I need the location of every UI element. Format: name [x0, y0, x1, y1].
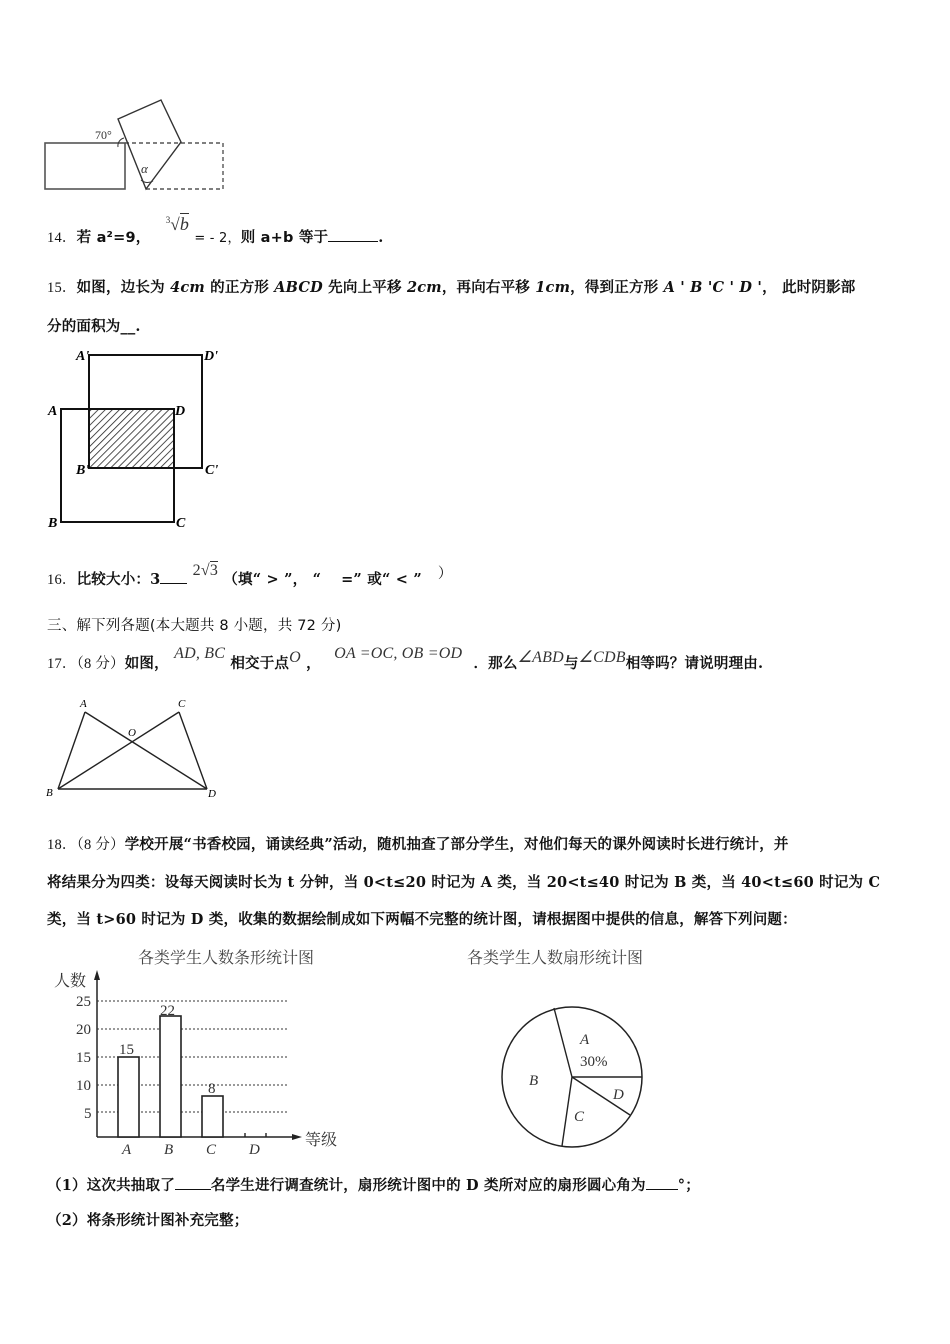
q16-sep: ， [292, 571, 308, 588]
label-a: A [48, 404, 58, 419]
question-18-line2: 将结果分为四类：设每天阅读时长为 t 分钟，当 0<t≤20 时记为 A 类，当 20<t≤40 时记为 B 类，当 40<t≤60 时记为 C [47, 874, 881, 891]
answer-blank [646, 1177, 678, 1190]
bar-chart-title: 各类学生人数条形统计图 [138, 950, 315, 967]
q17-text: 相等吗？请说明理由. [625, 655, 764, 672]
answer-blank [328, 229, 378, 242]
q17-math-angle-cdb: ∠CDB [578, 649, 626, 666]
q16-option-lt: “ < ” [381, 571, 422, 588]
x-tick-d: D [249, 1142, 260, 1158]
q17-text: ．那么 [473, 655, 518, 672]
q15-up: 2cm [406, 279, 442, 296]
y-axis-label: 人数 [54, 973, 87, 990]
q17-figure [40, 690, 240, 810]
q17-math-angle-abd: ∠ABD [517, 649, 564, 666]
x-tick-a: A [122, 1142, 132, 1158]
q16-right-value: 2√3 [192, 562, 219, 579]
q17-text: 相交于点 [230, 655, 290, 672]
q13-figure [40, 90, 240, 200]
q17-math-equal-segments: OA =OC, OB =OD [334, 645, 463, 662]
section-heading: 三、解下列各题(本大题共 8 小题，共 72 分) [47, 618, 342, 634]
q18-subquestion-2: （2）将条形统计图补充完整； [47, 1212, 249, 1229]
y-tick: 5 [84, 1106, 92, 1122]
bar-a-value: 15 [119, 1042, 134, 1058]
q14-period: . [378, 229, 384, 246]
q14-number: 14． [47, 230, 77, 246]
label-b: B [46, 787, 53, 799]
q17-text: 与 [563, 655, 579, 672]
q18-sub1-text: （1）这次共抽取了 [47, 1177, 175, 1194]
question-18-line1 [47, 833, 789, 854]
q18-sub1-text: °； [677, 1177, 700, 1194]
label-d: D [208, 788, 216, 800]
question-15 [47, 276, 856, 297]
q16-left-value: 3 [150, 571, 161, 588]
q15-number: 15． [47, 280, 77, 296]
q16-option-eq: “ =” [312, 571, 362, 588]
pie-label-a: A [580, 1032, 590, 1048]
answer-blank [175, 1177, 211, 1190]
q16-or: 或 [367, 571, 382, 588]
answer-blank [160, 571, 187, 584]
q14-equals: = - 2， [194, 231, 241, 246]
label-b: B [48, 516, 58, 531]
q14-then: 则 [240, 229, 261, 246]
bar-a [118, 1057, 139, 1137]
pie-chart [450, 940, 690, 1160]
label-d-prime: D' [204, 349, 218, 364]
q18-text: 学校开展“书香校园，诵读经典”活动，随机抽查了部分学生，对他们每天的课外阅读时长进行统计，并 [124, 836, 789, 853]
label-c: C [176, 516, 186, 531]
q15-figure [40, 340, 240, 540]
q14-text: 若 [76, 229, 97, 246]
x-tick-b: B [164, 1142, 174, 1158]
bar-c-value: 8 [208, 1081, 216, 1097]
q15-text: ，得到正方形 [570, 279, 664, 296]
pie-label-c: C [574, 1109, 585, 1125]
q15-text: 先向上平移 [322, 279, 407, 296]
q18-number: 18． [47, 837, 77, 853]
q16-text: 比较大小： [76, 571, 151, 588]
pie-chart-title: 各类学生人数扇形统计图 [467, 950, 644, 967]
label-a-prime: A' [76, 349, 90, 364]
q16-number: 16． [47, 572, 77, 588]
q15-length: 4cm [170, 279, 205, 296]
q17-number: 17． [47, 656, 77, 672]
q15-text: ，再向右平移 [441, 279, 536, 296]
q15-text: 的正方形 [204, 279, 275, 296]
q16-option-gt: “ > ” [252, 571, 293, 588]
question-16 [47, 562, 453, 589]
q15-line2: 分的面积为__. [47, 318, 141, 335]
bar-b [160, 1016, 181, 1137]
q16-paren: ） [437, 566, 453, 582]
x-tick-c: C [206, 1142, 217, 1158]
y-tick: 10 [76, 1078, 91, 1094]
q17-text: ， [306, 655, 321, 672]
question-17 [47, 645, 764, 673]
angle-70-label: 70° [95, 128, 112, 142]
pie-label-a-percent: 30% [580, 1054, 608, 1070]
bar-c [202, 1096, 223, 1137]
q17-math-o: O [289, 649, 301, 666]
label-d: D [175, 404, 186, 419]
label-c-prime: C' [205, 463, 219, 478]
label-c: C [178, 698, 186, 710]
q16-hint: （填 [223, 571, 253, 588]
y-tick: 20 [76, 1022, 91, 1038]
q14-expr: a+b [260, 230, 294, 246]
q14-condition: a²=9， [96, 230, 151, 246]
q17-math-ad-bc: AD, BC [174, 645, 226, 662]
question-18-line3: 类，当 t>60 时记为 D 类，收集的数据绘制成如下两幅不完整的统计图，请根据图中提供的信息，解答下列问题： [47, 911, 797, 928]
y-tick: 25 [76, 994, 91, 1010]
label-a: A [80, 698, 87, 710]
q18-subquestion-1 [47, 1174, 700, 1195]
alpha-label: α [141, 161, 148, 176]
pie-label-b: B [529, 1073, 539, 1089]
q17-score: （8 分） [76, 656, 125, 672]
q17-text: 如图， [124, 655, 169, 672]
q15-square: ABCD [274, 279, 323, 296]
label-o: O [128, 727, 136, 739]
q14-cube-root: $^3$√b [165, 214, 190, 234]
bar-chart [40, 940, 360, 1160]
q15-text: 如图，边长为 [76, 279, 171, 296]
q15-right: 1cm [535, 279, 571, 296]
question-14 [47, 214, 384, 247]
y-tick: 15 [76, 1050, 91, 1066]
x-axis-label: 等级 [305, 1132, 338, 1149]
label-b-prime: B' [76, 463, 90, 478]
pie-label-d: D [613, 1087, 624, 1103]
q15-text: ， 此时阴影部 [762, 279, 856, 296]
bar-b-value: 22 [160, 1003, 175, 1019]
q18-sub1-text: 名学生进行调查统计，扇形统计图中的 D 类所对应的扇形圆心角为 [210, 1177, 646, 1194]
q15-new-square: A ' B 'C ' D ' [663, 279, 763, 296]
q14-ask: 等于 [293, 229, 329, 246]
q18-score: （8 分） [76, 837, 125, 853]
